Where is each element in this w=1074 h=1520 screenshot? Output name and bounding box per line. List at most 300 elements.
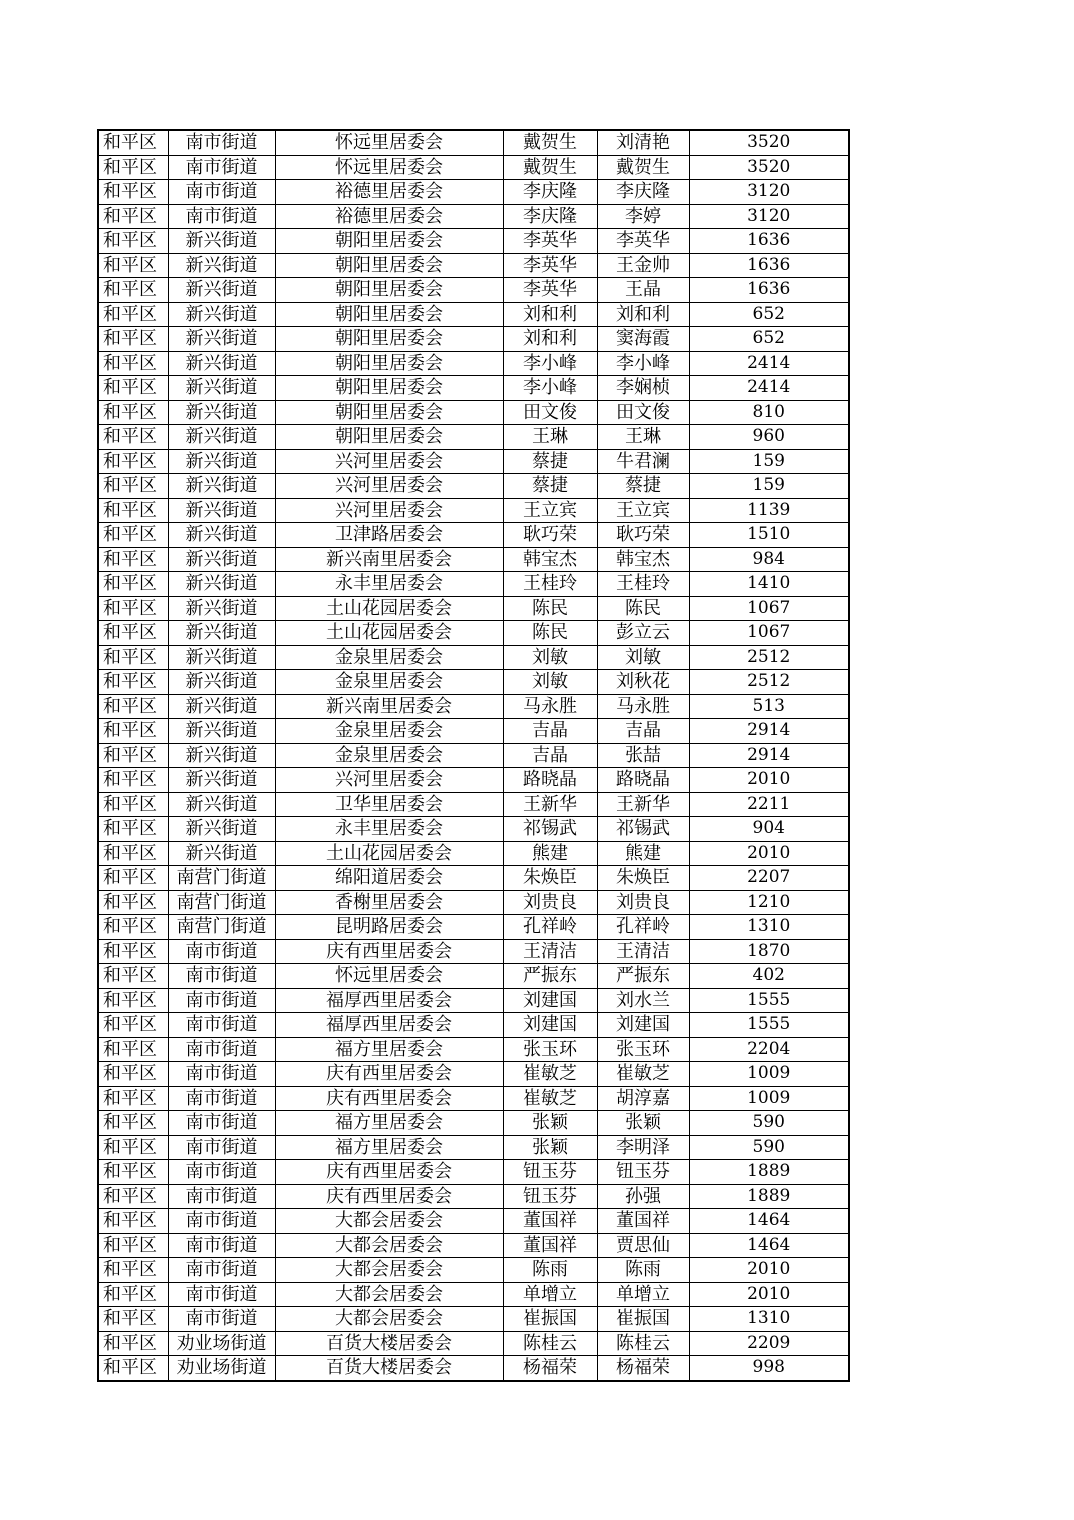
amount-cell: 1067 — [689, 621, 849, 646]
amount-cell: 1410 — [689, 572, 849, 597]
street-cell: 南市街道 — [168, 1282, 275, 1307]
amount-cell: 652 — [689, 302, 849, 327]
table-row — [98, 792, 849, 817]
district-cell: 和平区 — [98, 1356, 168, 1381]
table-row — [98, 1258, 849, 1283]
head-cell: 孔祥岭 — [503, 915, 597, 940]
member-cell: 王清洁 — [597, 939, 689, 964]
member-cell: 刘敏 — [597, 645, 689, 670]
table-row — [98, 351, 849, 376]
head-cell: 刘敏 — [503, 670, 597, 695]
member-cell: 韩宝杰 — [597, 547, 689, 572]
committee-cell: 兴河里居委会 — [275, 768, 503, 793]
committee-cell: 金泉里居委会 — [275, 719, 503, 744]
street-cell: 南市街道 — [168, 180, 275, 205]
table-row — [98, 621, 849, 646]
committee-cell: 永丰里居委会 — [275, 572, 503, 597]
district-cell: 和平区 — [98, 572, 168, 597]
amount-cell: 1889 — [689, 1160, 849, 1185]
member-cell: 吉晶 — [597, 719, 689, 744]
district-cell: 和平区 — [98, 253, 168, 278]
district-cell: 和平区 — [98, 939, 168, 964]
head-cell: 单增立 — [503, 1282, 597, 1307]
amount-cell: 2010 — [689, 1258, 849, 1283]
head-cell: 祁锡武 — [503, 817, 597, 842]
committee-cell: 朝阳里居委会 — [275, 376, 503, 401]
amount-cell: 1636 — [689, 253, 849, 278]
table-row — [98, 915, 849, 940]
committee-cell: 百货大楼居委会 — [275, 1331, 503, 1356]
head-cell: 陈桂云 — [503, 1331, 597, 1356]
amount-cell: 3120 — [689, 204, 849, 229]
district-cell: 和平区 — [98, 768, 168, 793]
district-cell: 和平区 — [98, 694, 168, 719]
table-row — [98, 1160, 849, 1185]
member-cell: 刘贵良 — [597, 890, 689, 915]
amount-cell: 402 — [689, 964, 849, 989]
committee-cell: 金泉里居委会 — [275, 645, 503, 670]
amount-cell: 810 — [689, 400, 849, 425]
member-cell: 王新华 — [597, 792, 689, 817]
street-cell: 南市街道 — [168, 1062, 275, 1087]
member-cell: 董国祥 — [597, 1209, 689, 1234]
member-cell: 陈雨 — [597, 1258, 689, 1283]
district-cell: 和平区 — [98, 743, 168, 768]
committee-cell: 昆明路居委会 — [275, 915, 503, 940]
table-row — [98, 155, 849, 180]
head-cell: 王桂玲 — [503, 572, 597, 597]
table-row — [98, 596, 849, 621]
head-cell: 王新华 — [503, 792, 597, 817]
head-cell: 杨福荣 — [503, 1356, 597, 1381]
street-cell: 新兴街道 — [168, 792, 275, 817]
amount-cell: 2414 — [689, 351, 849, 376]
street-cell: 劝业场街道 — [168, 1356, 275, 1381]
member-cell: 马永胜 — [597, 694, 689, 719]
committee-cell: 怀远里居委会 — [275, 964, 503, 989]
amount-cell: 1210 — [689, 890, 849, 915]
district-cell: 和平区 — [98, 1258, 168, 1283]
amount-cell: 1510 — [689, 523, 849, 548]
table-row — [98, 1307, 849, 1332]
head-cell: 张颖 — [503, 1135, 597, 1160]
amount-cell: 2010 — [689, 1282, 849, 1307]
district-cell: 和平区 — [98, 547, 168, 572]
head-cell: 蔡捷 — [503, 474, 597, 499]
member-cell: 孔祥岭 — [597, 915, 689, 940]
table-row — [98, 572, 849, 597]
head-cell: 吉晶 — [503, 743, 597, 768]
table-row — [98, 204, 849, 229]
member-cell: 刘和利 — [597, 302, 689, 327]
amount-cell: 904 — [689, 817, 849, 842]
member-cell: 张颖 — [597, 1111, 689, 1136]
amount-cell: 984 — [689, 547, 849, 572]
amount-cell: 1310 — [689, 1307, 849, 1332]
member-cell: 熊建 — [597, 841, 689, 866]
district-cell: 和平区 — [98, 596, 168, 621]
street-cell: 南营门街道 — [168, 915, 275, 940]
head-cell: 戴贺生 — [503, 155, 597, 180]
amount-cell: 1555 — [689, 1013, 849, 1038]
district-cell: 和平区 — [98, 964, 168, 989]
committee-cell: 庆有西里居委会 — [275, 939, 503, 964]
head-cell: 马永胜 — [503, 694, 597, 719]
street-cell: 南市街道 — [168, 988, 275, 1013]
committee-cell: 香榭里居委会 — [275, 890, 503, 915]
table-row — [98, 498, 849, 523]
street-cell: 新兴街道 — [168, 400, 275, 425]
committee-cell: 朝阳里居委会 — [275, 400, 503, 425]
district-cell: 和平区 — [98, 1111, 168, 1136]
amount-cell: 513 — [689, 694, 849, 719]
committee-cell: 卫华里居委会 — [275, 792, 503, 817]
committee-cell: 朝阳里居委会 — [275, 425, 503, 450]
member-cell: 祁锡武 — [597, 817, 689, 842]
table-row — [98, 694, 849, 719]
head-cell: 张颖 — [503, 1111, 597, 1136]
district-cell: 和平区 — [98, 302, 168, 327]
committee-cell: 福方里居委会 — [275, 1037, 503, 1062]
district-cell: 和平区 — [98, 425, 168, 450]
member-cell: 王立宾 — [597, 498, 689, 523]
amount-cell: 159 — [689, 474, 849, 499]
district-cell: 和平区 — [98, 1233, 168, 1258]
committee-cell: 金泉里居委会 — [275, 670, 503, 695]
committee-cell: 兴河里居委会 — [275, 498, 503, 523]
district-cell: 和平区 — [98, 1037, 168, 1062]
member-cell: 耿巧荣 — [597, 523, 689, 548]
street-cell: 新兴街道 — [168, 523, 275, 548]
member-cell: 王晶 — [597, 278, 689, 303]
head-cell: 董国祥 — [503, 1209, 597, 1234]
street-cell: 新兴街道 — [168, 425, 275, 450]
committee-cell: 福厚西里居委会 — [275, 988, 503, 1013]
table-row — [98, 670, 849, 695]
district-cell: 和平区 — [98, 1209, 168, 1234]
street-cell: 新兴街道 — [168, 351, 275, 376]
committee-cell: 百货大楼居委会 — [275, 1356, 503, 1381]
street-cell: 南市街道 — [168, 1086, 275, 1111]
member-cell: 钮玉芬 — [597, 1160, 689, 1185]
member-cell: 李小峰 — [597, 351, 689, 376]
committee-cell: 大都会居委会 — [275, 1307, 503, 1332]
street-cell: 新兴街道 — [168, 327, 275, 352]
head-cell: 崔振国 — [503, 1307, 597, 1332]
member-cell: 蔡捷 — [597, 474, 689, 499]
table-row — [98, 768, 849, 793]
head-cell: 蔡捷 — [503, 449, 597, 474]
district-cell: 和平区 — [98, 1331, 168, 1356]
member-cell: 陈桂云 — [597, 1331, 689, 1356]
street-cell: 南市街道 — [168, 1135, 275, 1160]
committee-cell: 福厚西里居委会 — [275, 1013, 503, 1038]
committee-cell: 庆有西里居委会 — [275, 1184, 503, 1209]
street-cell: 新兴街道 — [168, 694, 275, 719]
head-cell: 钮玉芬 — [503, 1184, 597, 1209]
street-cell: 南市街道 — [168, 130, 275, 155]
committee-cell: 新兴南里居委会 — [275, 547, 503, 572]
table-row — [98, 645, 849, 670]
committee-cell: 庆有西里居委会 — [275, 1062, 503, 1087]
amount-cell: 2914 — [689, 743, 849, 768]
member-cell: 王琳 — [597, 425, 689, 450]
table-row — [98, 474, 849, 499]
member-cell: 严振东 — [597, 964, 689, 989]
member-cell: 崔敏芝 — [597, 1062, 689, 1087]
amount-cell: 2914 — [689, 719, 849, 744]
head-cell: 李英华 — [503, 229, 597, 254]
street-cell: 南市街道 — [168, 964, 275, 989]
amount-cell: 1889 — [689, 1184, 849, 1209]
head-cell: 严振东 — [503, 964, 597, 989]
committee-cell: 土山花园居委会 — [275, 621, 503, 646]
committee-cell: 怀远里居委会 — [275, 130, 503, 155]
district-cell: 和平区 — [98, 1307, 168, 1332]
table-row — [98, 988, 849, 1013]
amount-cell: 998 — [689, 1356, 849, 1381]
committee-cell: 朝阳里居委会 — [275, 253, 503, 278]
street-cell: 新兴街道 — [168, 817, 275, 842]
street-cell: 南市街道 — [168, 1013, 275, 1038]
member-cell: 胡淳嘉 — [597, 1086, 689, 1111]
amount-cell: 2211 — [689, 792, 849, 817]
street-cell: 劝业场街道 — [168, 1331, 275, 1356]
street-cell: 新兴街道 — [168, 670, 275, 695]
member-cell: 戴贺生 — [597, 155, 689, 180]
district-cell: 和平区 — [98, 915, 168, 940]
committee-cell: 兴河里居委会 — [275, 474, 503, 499]
member-cell: 李婷 — [597, 204, 689, 229]
street-cell: 新兴街道 — [168, 841, 275, 866]
committee-cell: 绵阳道居委会 — [275, 866, 503, 891]
committee-cell: 庆有西里居委会 — [275, 1086, 503, 1111]
head-cell: 钮玉芬 — [503, 1160, 597, 1185]
street-cell: 新兴街道 — [168, 278, 275, 303]
member-cell: 李英华 — [597, 229, 689, 254]
district-cell: 和平区 — [98, 621, 168, 646]
member-cell: 王金帅 — [597, 253, 689, 278]
street-cell: 南市街道 — [168, 1111, 275, 1136]
street-cell: 新兴街道 — [168, 645, 275, 670]
district-cell: 和平区 — [98, 988, 168, 1013]
member-cell: 李庆隆 — [597, 180, 689, 205]
member-cell: 彭立云 — [597, 621, 689, 646]
district-cell: 和平区 — [98, 376, 168, 401]
member-cell: 孙强 — [597, 1184, 689, 1209]
head-cell: 田文俊 — [503, 400, 597, 425]
district-cell: 和平区 — [98, 1282, 168, 1307]
street-cell: 南市街道 — [168, 1037, 275, 1062]
district-cell: 和平区 — [98, 130, 168, 155]
street-cell: 新兴街道 — [168, 621, 275, 646]
table-row — [98, 302, 849, 327]
head-cell: 刘建国 — [503, 988, 597, 1013]
head-cell: 李英华 — [503, 278, 597, 303]
district-cell: 和平区 — [98, 645, 168, 670]
table-row — [98, 449, 849, 474]
committee-cell: 裕德里居委会 — [275, 180, 503, 205]
street-cell: 新兴街道 — [168, 768, 275, 793]
district-cell: 和平区 — [98, 498, 168, 523]
table-row — [98, 1037, 849, 1062]
committee-cell: 大都会居委会 — [275, 1209, 503, 1234]
district-cell: 和平区 — [98, 523, 168, 548]
head-cell: 王清洁 — [503, 939, 597, 964]
member-cell: 张喆 — [597, 743, 689, 768]
amount-cell: 590 — [689, 1135, 849, 1160]
amount-cell: 3520 — [689, 130, 849, 155]
amount-cell: 652 — [689, 327, 849, 352]
street-cell: 南市街道 — [168, 1307, 275, 1332]
head-cell: 刘和利 — [503, 327, 597, 352]
member-cell: 王桂玲 — [597, 572, 689, 597]
district-cell: 和平区 — [98, 327, 168, 352]
table-row — [98, 253, 849, 278]
amount-cell: 1009 — [689, 1062, 849, 1087]
committee-cell: 朝阳里居委会 — [275, 327, 503, 352]
street-cell: 新兴街道 — [168, 743, 275, 768]
district-cell: 和平区 — [98, 1013, 168, 1038]
committee-cell: 福方里居委会 — [275, 1111, 503, 1136]
data-table — [97, 129, 850, 1382]
table-row — [98, 939, 849, 964]
table-row — [98, 1062, 849, 1087]
table-row — [98, 1356, 849, 1381]
table-row — [98, 817, 849, 842]
member-cell: 陈民 — [597, 596, 689, 621]
district-cell: 和平区 — [98, 841, 168, 866]
table-row — [98, 425, 849, 450]
table-row — [98, 866, 849, 891]
street-cell: 新兴街道 — [168, 596, 275, 621]
street-cell: 南市街道 — [168, 1184, 275, 1209]
table-row — [98, 1282, 849, 1307]
amount-cell: 1009 — [689, 1086, 849, 1111]
member-cell: 刘建国 — [597, 1013, 689, 1038]
head-cell: 张玉环 — [503, 1037, 597, 1062]
street-cell: 新兴街道 — [168, 572, 275, 597]
amount-cell: 1067 — [689, 596, 849, 621]
head-cell: 陈雨 — [503, 1258, 597, 1283]
district-cell: 和平区 — [98, 351, 168, 376]
committee-cell: 怀远里居委会 — [275, 155, 503, 180]
member-cell: 刘清艳 — [597, 130, 689, 155]
street-cell: 新兴街道 — [168, 302, 275, 327]
street-cell: 新兴街道 — [168, 498, 275, 523]
committee-cell: 朝阳里居委会 — [275, 229, 503, 254]
table-row — [98, 1331, 849, 1356]
member-cell: 李娴桢 — [597, 376, 689, 401]
table-row — [98, 278, 849, 303]
amount-cell: 1870 — [689, 939, 849, 964]
head-cell: 刘和利 — [503, 302, 597, 327]
amount-cell: 1555 — [689, 988, 849, 1013]
table-row — [98, 1184, 849, 1209]
table-row — [98, 547, 849, 572]
committee-cell: 土山花园居委会 — [275, 596, 503, 621]
district-cell: 和平区 — [98, 474, 168, 499]
head-cell: 陈民 — [503, 621, 597, 646]
district-cell: 和平区 — [98, 1135, 168, 1160]
district-cell: 和平区 — [98, 1086, 168, 1111]
street-cell: 新兴街道 — [168, 376, 275, 401]
member-cell: 贾思仙 — [597, 1233, 689, 1258]
district-cell: 和平区 — [98, 180, 168, 205]
head-cell: 李庆隆 — [503, 204, 597, 229]
head-cell: 韩宝杰 — [503, 547, 597, 572]
committee-cell: 朝阳里居委会 — [275, 278, 503, 303]
amount-cell: 2512 — [689, 670, 849, 695]
member-cell: 刘水兰 — [597, 988, 689, 1013]
street-cell: 南市街道 — [168, 1258, 275, 1283]
head-cell: 王琳 — [503, 425, 597, 450]
district-cell: 和平区 — [98, 155, 168, 180]
amount-cell: 1464 — [689, 1233, 849, 1258]
head-cell: 李小峰 — [503, 351, 597, 376]
member-cell: 杨福荣 — [597, 1356, 689, 1381]
committee-cell: 卫津路居委会 — [275, 523, 503, 548]
amount-cell: 1139 — [689, 498, 849, 523]
amount-cell: 1464 — [689, 1209, 849, 1234]
district-cell: 和平区 — [98, 792, 168, 817]
table-row — [98, 964, 849, 989]
committee-cell: 大都会居委会 — [275, 1258, 503, 1283]
head-cell: 熊建 — [503, 841, 597, 866]
member-cell: 田文俊 — [597, 400, 689, 425]
table-row — [98, 327, 849, 352]
amount-cell: 2204 — [689, 1037, 849, 1062]
street-cell: 南市街道 — [168, 1160, 275, 1185]
head-cell: 刘贵良 — [503, 890, 597, 915]
amount-cell: 1636 — [689, 278, 849, 303]
amount-cell: 159 — [689, 449, 849, 474]
head-cell: 吉晶 — [503, 719, 597, 744]
member-cell: 窦海霞 — [597, 327, 689, 352]
street-cell: 南营门街道 — [168, 890, 275, 915]
district-cell: 和平区 — [98, 278, 168, 303]
amount-cell: 2010 — [689, 768, 849, 793]
member-cell: 张玉环 — [597, 1037, 689, 1062]
head-cell: 李庆隆 — [503, 180, 597, 205]
committee-cell: 裕德里居委会 — [275, 204, 503, 229]
head-cell: 戴贺生 — [503, 130, 597, 155]
table-row — [98, 130, 849, 155]
committee-cell: 金泉里居委会 — [275, 743, 503, 768]
committee-cell: 大都会居委会 — [275, 1233, 503, 1258]
member-cell: 牛君澜 — [597, 449, 689, 474]
committee-cell: 福方里居委会 — [275, 1135, 503, 1160]
district-cell: 和平区 — [98, 449, 168, 474]
head-cell: 李英华 — [503, 253, 597, 278]
head-cell: 崔敏芝 — [503, 1062, 597, 1087]
district-cell: 和平区 — [98, 890, 168, 915]
district-cell: 和平区 — [98, 1184, 168, 1209]
committee-cell: 永丰里居委会 — [275, 817, 503, 842]
head-cell: 刘敏 — [503, 645, 597, 670]
table-row — [98, 1209, 849, 1234]
table-row — [98, 841, 849, 866]
head-cell: 耿巧荣 — [503, 523, 597, 548]
street-cell: 南市街道 — [168, 204, 275, 229]
street-cell: 南市街道 — [168, 1233, 275, 1258]
district-cell: 和平区 — [98, 204, 168, 229]
committee-cell: 朝阳里居委会 — [275, 351, 503, 376]
table-row — [98, 400, 849, 425]
member-cell: 崔振国 — [597, 1307, 689, 1332]
amount-cell: 590 — [689, 1111, 849, 1136]
street-cell: 新兴街道 — [168, 719, 275, 744]
